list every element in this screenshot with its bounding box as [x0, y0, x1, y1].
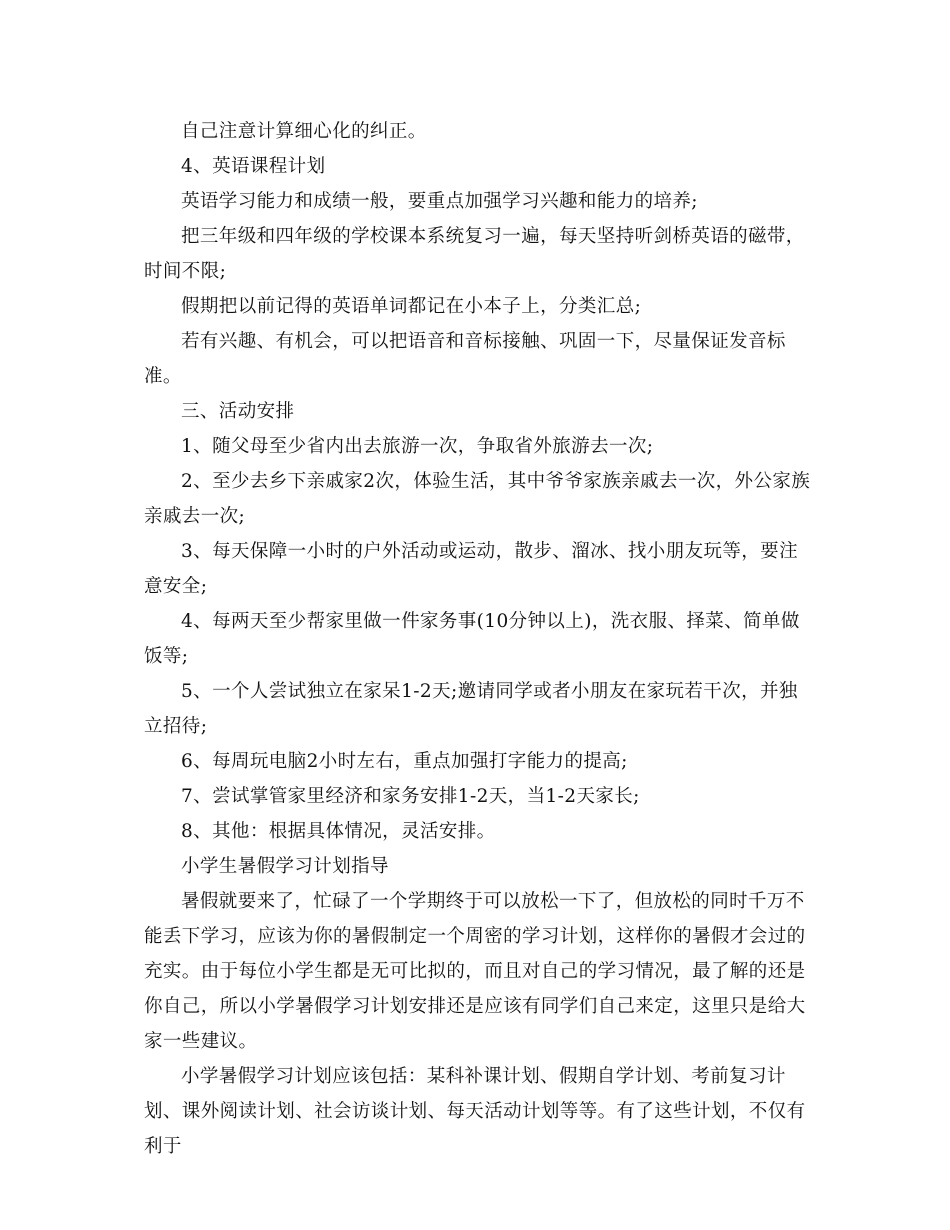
- list-item: 2、至少去乡下亲戚家2次，体验生活，其中爷爷家族亲戚去一次，外公家族亲戚去一次;: [144, 471, 811, 527]
- list-item: 7、尝试掌管家里经济和家务安排1-2天，当1-2天家长;: [181, 786, 640, 807]
- paragraph: 自己注意计算细心化的纠正。: [181, 121, 427, 142]
- list-item: 4、每两天至少帮家里做一件家务事(10分钟以上)，洗衣服、择菜、简单做饭等;: [144, 611, 800, 667]
- paragraph: 英语学习能力和成绩一般，要重点加强学习兴趣和能力的培养;: [181, 191, 698, 212]
- section-heading: 4、英语课程计划: [181, 156, 326, 177]
- list-item: 8、其他：根据具体情况，灵活安排。: [181, 821, 496, 842]
- paragraph: 暑假就要来了，忙碌了一个学期终于可以放松一下了，但放松的同时千万不能丢下学习，应该为你的暑假制定一个周密的学习计划，这样你的暑假才会过的充实。由于每位小学生都是无可比拟的，而且对自己的学习情况，最了解的还是你自己，所以小学暑假学习计划安排还是应该有同学们自己来定，这里只是给大家一些建议。: [144, 891, 806, 1052]
- list-item: 1、随父母至少省内出去旅游一次，争取省外旅游去一次;: [181, 436, 654, 457]
- paragraph: 若有兴趣、有机会，可以把语音和音标接触、巩固一下，尽量保证发音标准。: [144, 331, 786, 387]
- paragraph: 假期把以前记得的英语单词都记在小本子上，分类汇总;: [181, 296, 642, 317]
- paragraph: 小学暑假学习计划应该包括：某科补课计划、假期自学计划、考前复习计划、课外阅读计划、社会访谈计划、每天活动计划等等。有了这些计划，不仅有利于: [144, 1066, 806, 1157]
- document-body: [144, 114, 814, 1164]
- section-heading: 小学生暑假学习计划指导: [181, 856, 389, 877]
- list-item: 5、一个人尝试独立在家呆1-2天;邀请同学或者小朋友在家玩若干次，并独立招待;: [144, 681, 798, 737]
- paragraph: 把三年级和四年级的学校课本系统复习一遍，每天坚持听剑桥英语的磁带，时间不限;: [144, 226, 805, 282]
- section-heading: 三、活动安排: [181, 401, 295, 422]
- list-item: 3、每天保障一小时的户外活动或运动，散步、溜冰、找小朋友玩等，要注意安全;: [144, 541, 798, 597]
- list-item: 6、每周玩电脑2小时左右，重点加强打字能力的提高;: [181, 751, 628, 772]
